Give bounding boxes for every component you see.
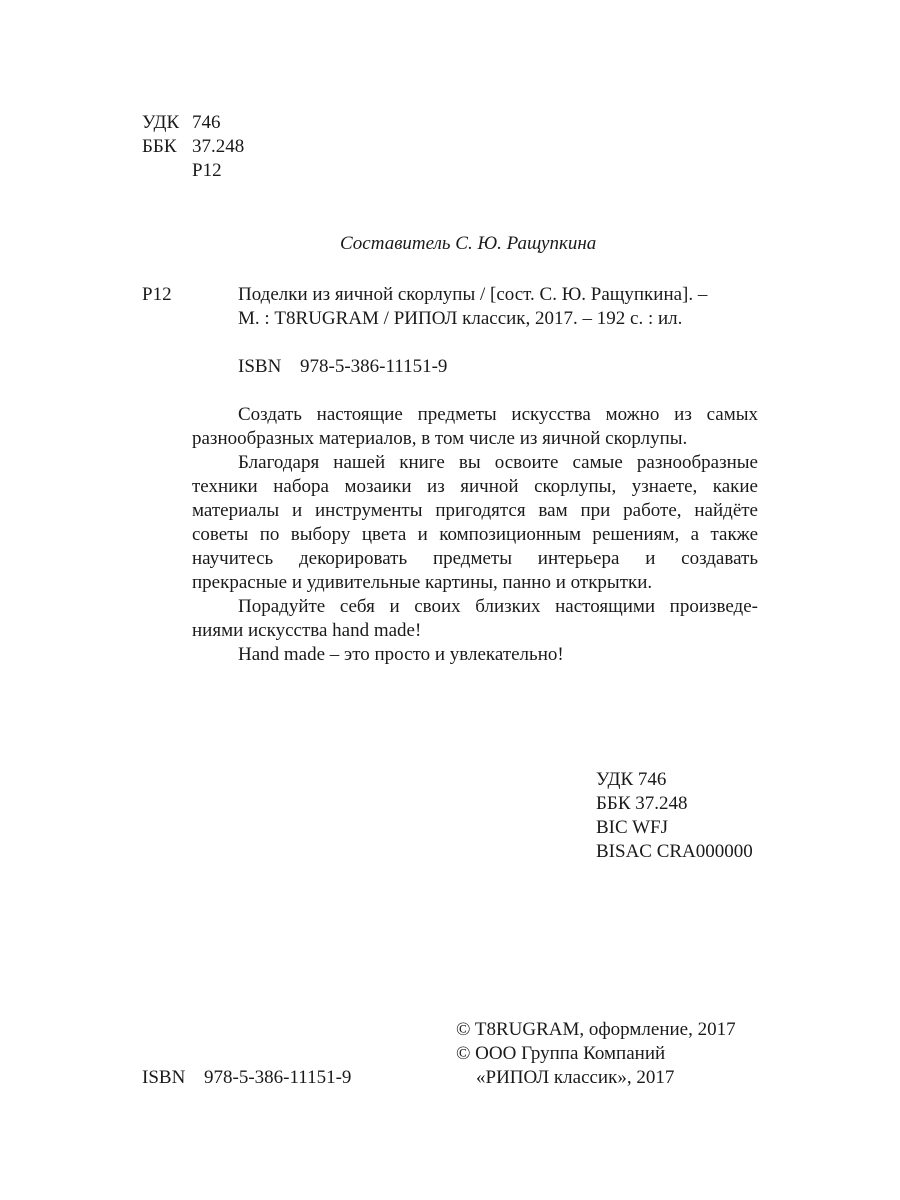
description-line: Поделки из яичной скорлупы / [сост. С. Ю. Ращупкина]. – — [238, 284, 708, 305]
bic-code: BIC WFJ — [596, 817, 668, 838]
isbn-label: ISBN — [238, 356, 282, 377]
annotation-line: Благодаря нашей книге вы освоите самые разнообразные — [238, 452, 758, 473]
annotation-line: материалы и инструменты пригодятся вам при работе, найдёте — [192, 500, 758, 521]
bibliographic-description — [238, 283, 758, 331]
udk-label: УДК — [142, 112, 180, 133]
annotation-line: Порадуйте себя и своих близких настоящими произведе- — [238, 596, 758, 617]
udk-value: 746 — [192, 112, 221, 133]
copyright-line: «РИПОЛ классик», 2017 — [476, 1067, 675, 1088]
annotation-line: ниями искусства hand made! — [192, 620, 422, 641]
annotation-line: Создать настоящие предметы искусства можно из самых — [238, 404, 758, 425]
annotation-line: разнообразных материалов, в том числе из яичной скорлупы. — [192, 428, 688, 449]
author-sign-row — [142, 159, 244, 183]
isbn-value: 978-5-386-11151-9 — [300, 356, 448, 377]
bbk-label: ББК — [142, 136, 177, 157]
bbk-code: ББК 37.248 — [596, 793, 688, 814]
author-sign: Р12 — [192, 160, 222, 181]
annotation-line: прекрасные и удивительные картины, панно и открытки. — [192, 572, 653, 593]
bisac-code: BISAC CRA000000 — [596, 841, 753, 862]
right-classification-codes — [596, 768, 753, 864]
isbn-value: 978-5-386-11151-9 — [204, 1067, 352, 1088]
copyright-line: © T8RUGRAM, оформление, 2017 — [456, 1019, 736, 1040]
bbk-value: 37.248 — [192, 136, 245, 157]
description-line: М. : T8RUGRAM / РИПОЛ классик, 2017. – 192 с. : ил. — [238, 308, 683, 329]
annotation-line: научитесь декорировать предметы интерьера и создавать — [192, 548, 758, 569]
bottom-isbn — [142, 1066, 351, 1090]
udk-row — [142, 111, 244, 135]
catalog-isbn — [238, 355, 447, 379]
bbk-row — [142, 135, 244, 159]
annotation-line: советы по выбору цвета и композиционным решениям, а также — [192, 524, 758, 545]
copyright-block — [456, 1018, 736, 1090]
isbn-label: ISBN — [142, 1067, 186, 1088]
compiler-line: Составитель С. Ю. Ращупкина — [340, 233, 597, 254]
copyright-line: © ООО Группа Компаний — [456, 1043, 666, 1064]
top-classification-codes — [142, 111, 244, 183]
catalog-author-sign: Р12 — [142, 284, 172, 305]
annotation-line: техники набора мозаики из яичной скорлупы, узнаете, какие — [192, 476, 758, 497]
annotation-line: Hand made – это просто и увлекательно! — [238, 644, 564, 665]
udk-code: УДК 746 — [596, 769, 667, 790]
annotation — [192, 403, 758, 667]
